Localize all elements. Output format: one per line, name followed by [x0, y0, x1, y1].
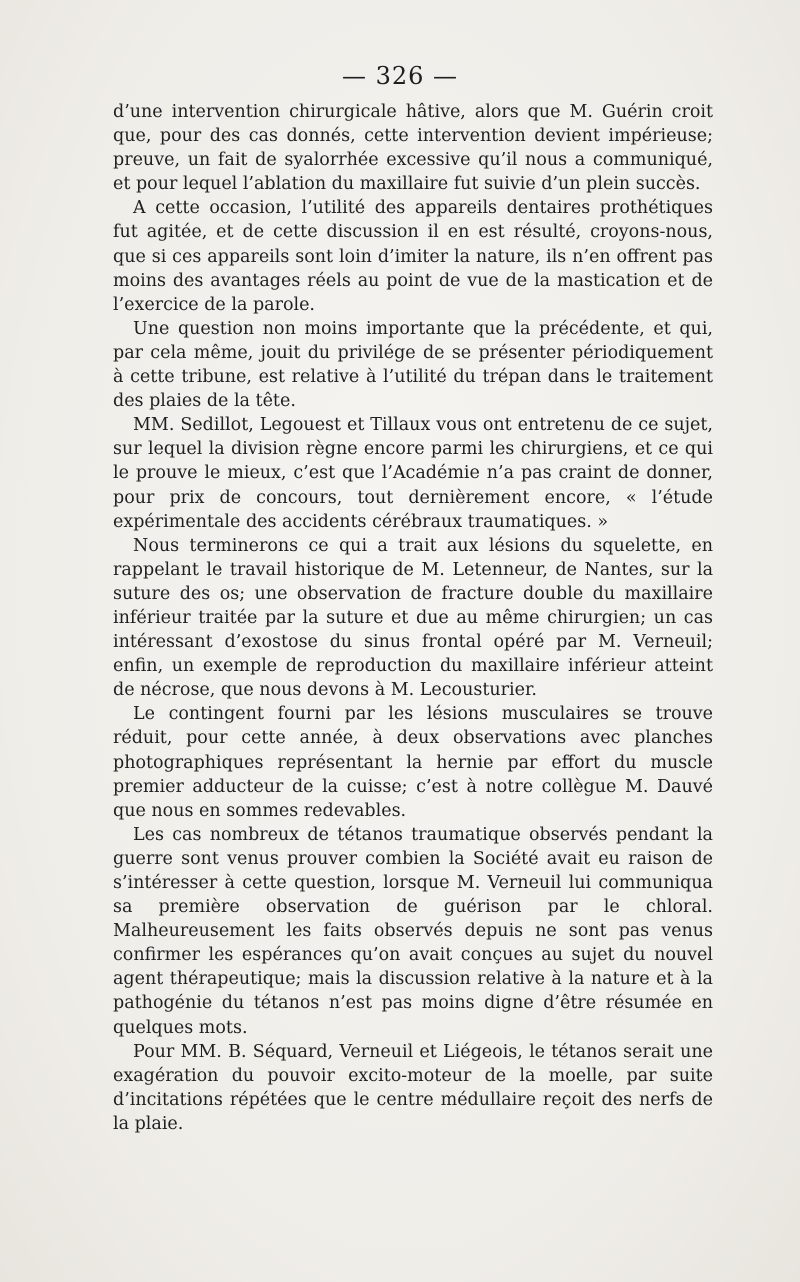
paragraph: A cette occasion, l’utilité des appareils dentaires prothétiques fut agitée, et de cette discussion il en est résulté, croyons-nous, que si ces appareils sont loin d’imiter la nature, ils n’en offrent pas moins des avantages réels au point de vue de la mastication et de l’exercice de la parole. — [113, 198, 713, 315]
paragraph: d’une intervention chirurgicale hâtive, alors que M. Guérin croit que, pour des cas donnés, cette intervention devient impérieuse; preuve, un fait de syalorrhée excessive qu’il nous a communiqué, et pour lequel l’ablation du maxillaire fut suivie d’un plein succès. — [113, 102, 713, 195]
paragraph: Une question non moins importante que la précédente, et qui, par cela même, jouit du privilége de se présenter périodiquement à cette tribune, est relative à l’utilité du trépan dans le traitement des plaies de la tête. — [113, 318, 713, 412]
page-number: — 326 — — [341, 62, 459, 90]
paragraph: Les cas nombreux de tétanos traumatique observés pendant la guerre sont venus prouver combien la Société avait eu raison de s’intéresser à cette question, lorsque M. Verneuil lui communiqua sa première observation de guérison par le chloral. Malheureusement les faits observés depuis ne sont pas venus confirmer les espérances qu’on avait conçues au sujet du nouvel agent thérapeutique; mais la discussion relative à la nature et à la pathogénie du tétanos n’est pas moins digne d’être résumée en quelques mots. — [113, 824, 713, 1038]
paragraph: Pour MM. B. Séquard, Verneuil et Liégeois, le tétanos serait une exagération du pouvoir excito-moteur de la moelle, par suite d’incitations répétées que le centre médullaire reçoit des nerfs de la plaie. — [113, 1041, 713, 1134]
paragraph: Le contingent fourni par les lésions musculaires se trouve réduit, pour cette année, à deux observations avec planches photographiques représentant la hernie par effort du muscle premier adducteur de la cuisse; c’est à notre collègue M. Dauvé que nous en sommes redevables. — [113, 704, 713, 821]
paragraph: Nous terminerons ce qui a trait aux lésions du squelette, en rappelant le travail historique de M. Letenneur, de Nantes, sur la suture des os; une observation de fracture double du maxillaire inférieur traitée par la suture et due au même chirurgien; un cas intéressant d’exostose du sinus frontal opéré par M. Verneuil; enfin, un exemple de reproduction du maxillaire inférieur atteint de nécrose, que nous devons à M. Lecousturier. — [113, 535, 713, 701]
paragraph: MM. Sedillot, Legouest et Tillaux vous ont entretenu de ce sujet, sur lequel la division règne encore parmi les chirurgiens, et ce qui le prouve le mieux, c’est que l’Académie n’a pas craint de donner, pour prix de concours, tout dernièrement encore, « l’étude expérimentale des accidents cérébraux traumatiques. » — [113, 415, 713, 532]
page-body — [113, 100, 713, 1136]
